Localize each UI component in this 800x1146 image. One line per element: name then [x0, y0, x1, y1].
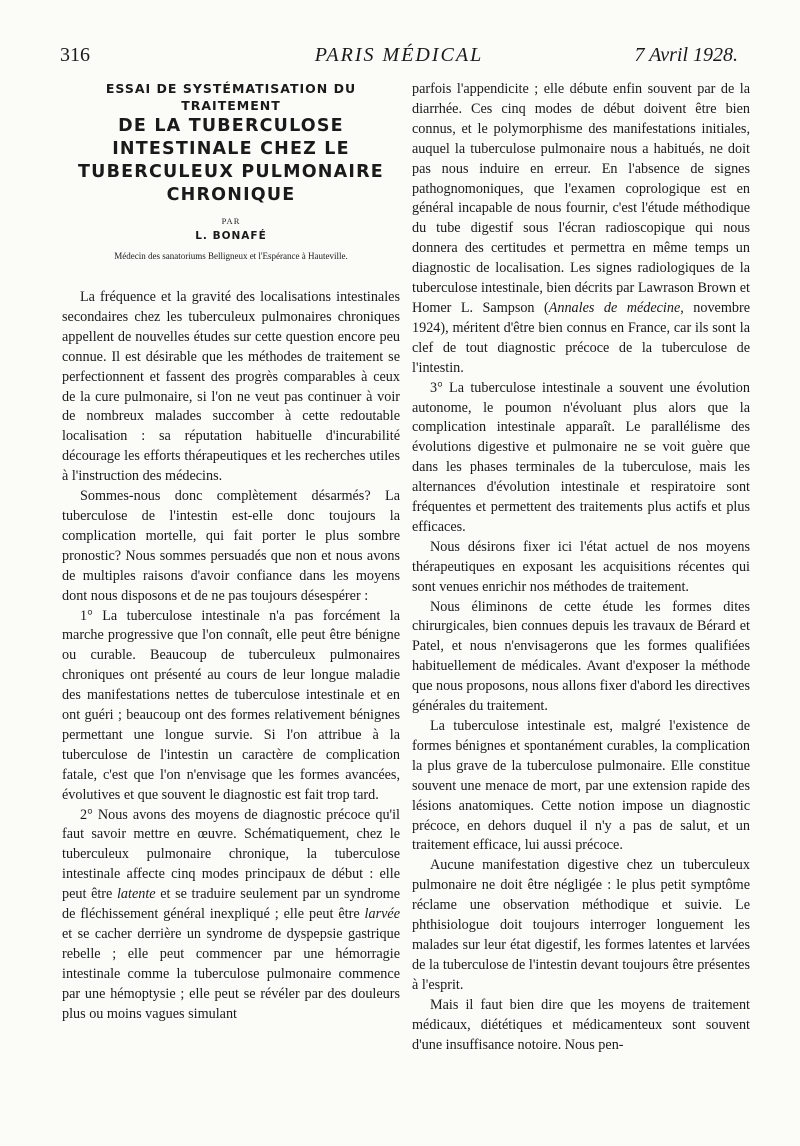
right-body — [412, 80, 750, 1055]
paragraph: Sommes-nous donc complètement désarmés? La tuberculose de l'intestin est-elle donc toujours la complication mortelle, qui fait porter le plus sombre pronostic? Nous sommes persuadés que non et nous avons de multiples raisons d'avoir confiance dans les moyens dont nous disposons et de ne pas toujours désespérer : — [62, 488, 400, 604]
title-line: ESSAI DE SYSTÉMATISATION DU — [105, 81, 357, 96]
paragraph: 1° La tuberculose intestinale n'a pas forcément la marche progressive que l'on connaît, elle peut être bénigne ou curable. Beaucoup de tuberculeux pulmonaires chroniques ont présenté au cours de leur longue maladie des manifestations nettes de tuberculose intestinale et en ont guéri ; beaucoup ont des formes relativement bénignes permettant une longue survie. Si l'on attribue à la tuberculose de l'intestin un caractère de complication fatale, c'est que l'on n'envisage que les formes avancées, évolutives et que souvent le diagnostic est fait trop tard. — [62, 607, 400, 803]
paragraph: Nous éliminons de cette étude les formes dites chirurgicales, bien connues depuis les travaux de Bérard et Patel, et nous n'envisagerons que les formes qualifiées habituellement de médicales. Avant d'exposer la méthode que nous proposons, nous allons fixer d'abord les directives générales du traitement. — [412, 598, 750, 715]
left-column — [62, 80, 400, 1025]
paragraph: Nous désirons fixer ici l'état actuel de nos moyens thérapeutiques en exposant les acquisitions récentes qui sont venues enrichir nos méthodes de traitement. — [412, 538, 750, 595]
right-column — [412, 80, 750, 1055]
issue-date: 7 Avril 1928. — [634, 44, 738, 66]
title-line: TUBERCULEUX PULMONAIRE — [78, 162, 384, 182]
paragraph: La tuberculose intestinale est, malgré l'existence de formes bénignes et spontanément curables, la complication la plus grave de la tuberculose pulmonaire. Elle constitue souvent une menace de mort, par une extension rapide des lésions anatomiques. Cette notion impose un diagnostic précoce, en dehors duquel il n'y a pas de salut, et un traitement efficace, lui aussi précoce. — [412, 718, 750, 854]
article-title — [62, 80, 400, 206]
title-line: CHRONIQUE — [166, 185, 296, 205]
text-run: et se traduire seulement par un syndrome de fléchissement général inexpliqué ; elle peut être — [62, 886, 400, 923]
italic-term: larvée — [364, 906, 400, 923]
journal-title: PARIS MÉDICAL — [314, 44, 484, 66]
paragraph: Mais il faut bien dire que les moyens de traitement médicaux, diététiques et médicamenteux sont souvent d'une insuffisance notoire. Nous pen- — [412, 996, 750, 1053]
byline-par: PAR — [221, 216, 241, 226]
text-run: parfois l'appendicite ; elle débute enfin souvent par de la diarrhée. Ces cinq modes de début doivent être bien connus, et le polymorphisme des manifestations initiales, auquel la tuberculose pulmonaire nous a habitués, ne doit pas nous induire en erreur. En l'absence de signes pathognomoniques, que l'examen coprologique est en général incapable de nous fournir, c'est l'étude méthodique du tube digestif sous l'écran radioscopique qui nous donnera des certitudes et permettra en même temps un diagnostic de localisation. Les signes radiologiques de la tuberculose intestinale, bien décrits par Lawrason Brown et Homer L. Sampson ( — [412, 81, 750, 316]
text-run: 2° Nous avons des moyens de diagnostic précoce qu'il faut savoir mettre en œuvre. Schématiquement, chez le tuberculeux pulmonaire chronique, la tuberculose intestinale affecte cinq modes principaux de début : elle peut être — [62, 806, 400, 903]
paragraph — [412, 80, 750, 379]
italic-term: latente — [116, 886, 156, 903]
text-run: et se cacher derrière un syndrome de dyspepsie gastrique rebelle ; elle peut commencer par une hémorragie intestinale comme la tuberculose pulmonaire commence par une hémoptysie ; elle peut se révéler par des douleurs plus ou moins vagues simulant — [62, 926, 400, 1022]
title-line: INTESTINALE CHEZ LE — [112, 139, 350, 159]
title-line: TRAITEMENT — [181, 98, 281, 113]
page-number: 316 — [60, 44, 90, 66]
citation: Annales de médecine — [548, 299, 681, 316]
author-affiliation: Médecin des sanatoriums Belligneux et l'Espérance à Hauteville. — [114, 251, 348, 261]
title-line: DE LA TUBERCULOSE — [118, 116, 344, 136]
running-header — [60, 44, 738, 70]
paragraph: La fréquence et la gravité des localisations intestinales secondaires chez les tuberculeux pulmonaires chroniques appellent de nouvelles études sur cette question encore peu connue. Il est désirable que les méthodes de traitement se perfectionnent et fassent des progrès comparables à ceux de la cure pulmonaire, si l'on ne veut pas continuer à voir de nombreux malades succomber à cette redoutable localisation : sa réputation habituelle d'incurabilité décourage les efforts thérapeutiques et les recherches utiles à l'instruction des médecins. — [62, 289, 400, 485]
paragraph: 3° La tuberculose intestinale a souvent une évolution autonome, le poumon n'évoluant plus alors que la complication intestinale apparaît. Le parallélisme des évolutions digestive et pulmonaire ne se voit guère que dans les phases terminales de la tuberculose, mais les alternances d'évolution intestinale et respiratoire sont fréquentes et permettent des traitements plus actifs et plus efficaces. — [412, 379, 750, 535]
text-run: , novembre 1924), méritent d'être bien connus en France, car ils sont la clef de tout diagnostic précoce de la tuberculose de l'intestin. — [412, 299, 750, 376]
paragraph — [62, 806, 400, 1025]
author-name: L. BONAFÉ — [195, 230, 267, 242]
paragraph: Aucune manifestation digestive chez un tuberculeux pulmonaire ne doit être négligée : le plus petit symptôme réclame une observation méthodique et suivie. Le phthisiologue doit toujours interroger longuement les malades sur leur état digestif, les formes latentes et larvées de la tuberculose de l'intestin devant toujours être présentes à l'esprit. — [412, 857, 750, 993]
left-body — [62, 288, 400, 1025]
